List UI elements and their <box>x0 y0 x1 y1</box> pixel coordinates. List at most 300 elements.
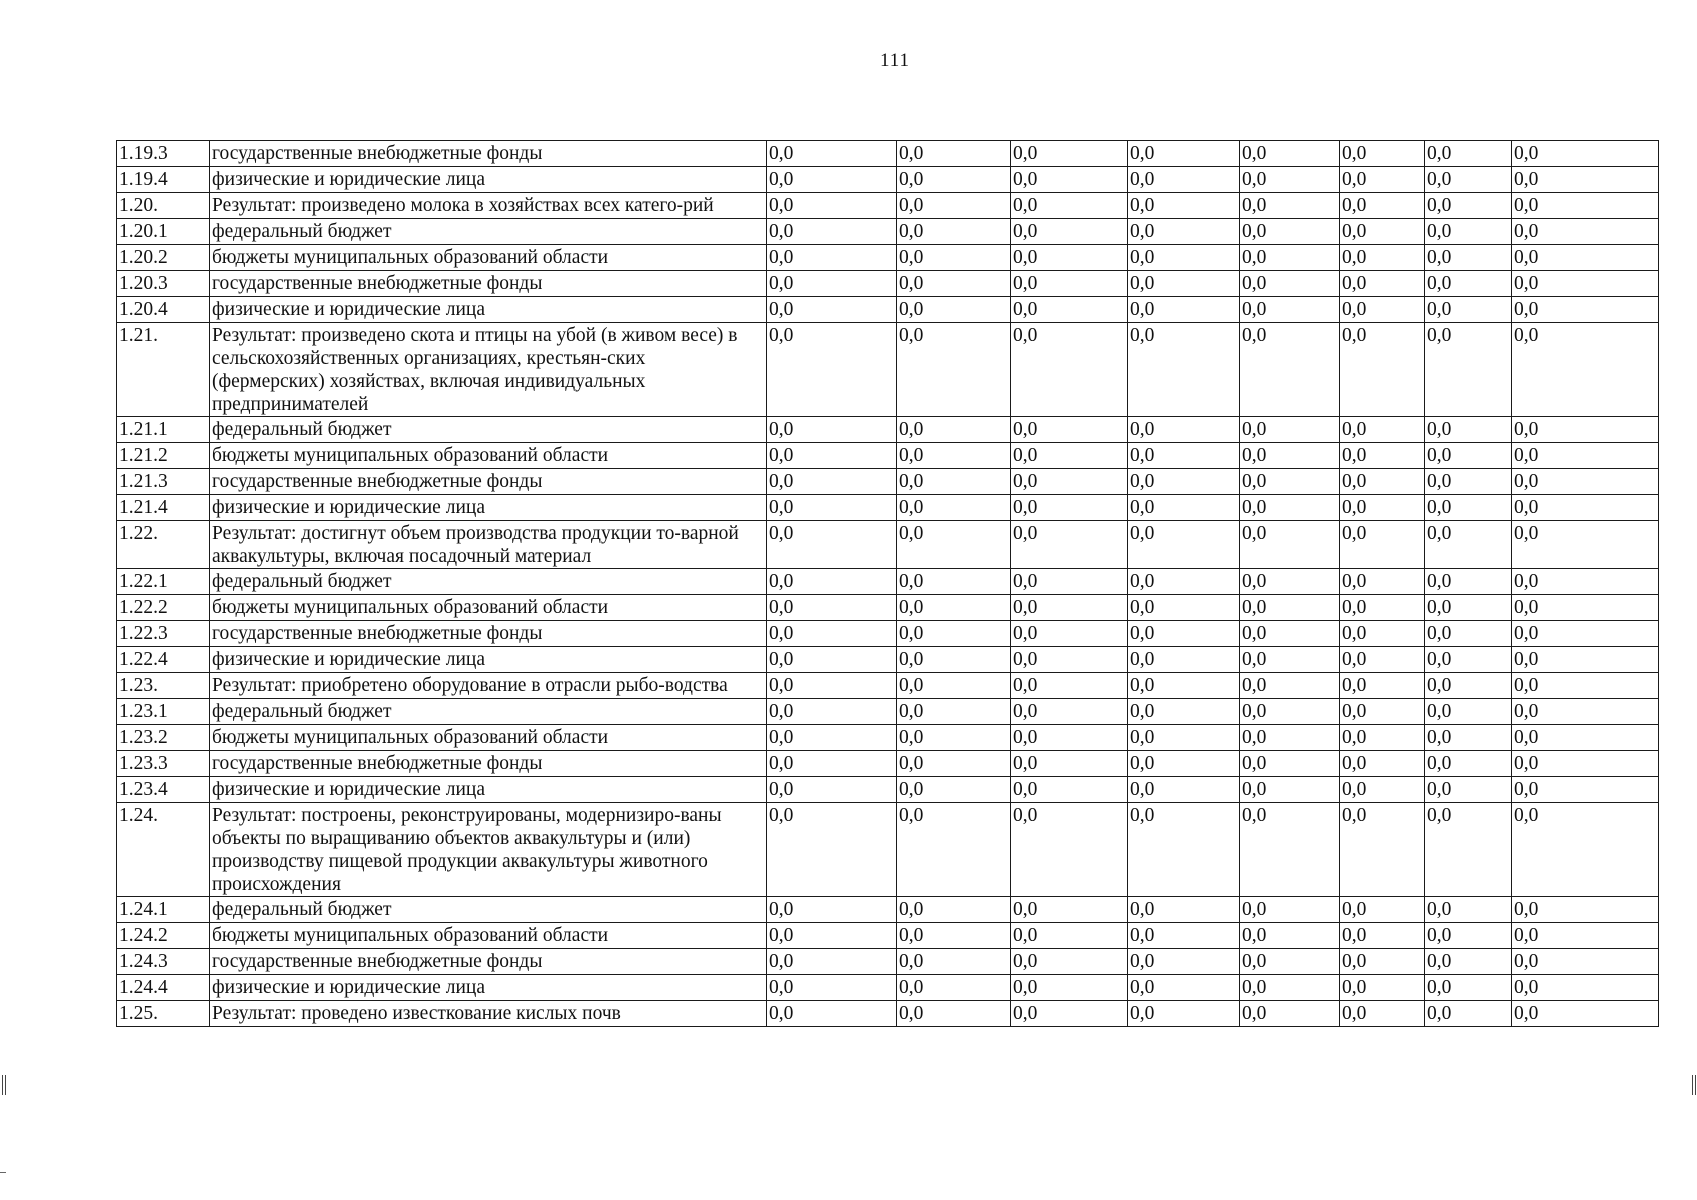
value-cell: 0,0 <box>1340 777 1425 803</box>
row-description: бюджеты муниципальных образований области <box>210 245 767 271</box>
value-cell: 0,0 <box>1512 271 1659 297</box>
value-cell: 0,0 <box>897 167 1011 193</box>
value-cell: 0,0 <box>897 949 1011 975</box>
value-cell: 0,0 <box>1425 725 1512 751</box>
value-cell: 0,0 <box>1340 245 1425 271</box>
value-cell: 0,0 <box>897 271 1011 297</box>
value-cell: 0,0 <box>1128 297 1240 323</box>
value-cell: 0,0 <box>1240 323 1340 417</box>
row-description: физические и юридические лица <box>210 495 767 521</box>
value-cell: 0,0 <box>1340 323 1425 417</box>
row-description: Результат: произведено молока в хозяйствах всех катего-рий <box>210 193 767 219</box>
value-cell: 0,0 <box>1128 495 1240 521</box>
row-code: 1.22.3 <box>117 621 210 647</box>
value-cell: 0,0 <box>1425 495 1512 521</box>
value-cell: 0,0 <box>897 219 1011 245</box>
value-cell: 0,0 <box>1128 699 1240 725</box>
value-cell: 0,0 <box>1240 803 1340 897</box>
table-row <box>117 897 1659 923</box>
value-cell: 0,0 <box>1240 245 1340 271</box>
value-cell: 0,0 <box>1011 897 1128 923</box>
row-code: 1.25. <box>117 1001 210 1027</box>
value-cell: 0,0 <box>1340 495 1425 521</box>
value-cell: 0,0 <box>1128 193 1240 219</box>
value-cell: 0,0 <box>897 1001 1011 1027</box>
value-cell: 0,0 <box>1240 469 1340 495</box>
value-cell: 0,0 <box>1512 323 1659 417</box>
value-cell: 0,0 <box>767 751 897 777</box>
value-cell: 0,0 <box>897 673 1011 699</box>
value-cell: 0,0 <box>767 469 897 495</box>
value-cell: 0,0 <box>1011 245 1128 271</box>
value-cell: 0,0 <box>767 777 897 803</box>
table-row <box>117 417 1659 443</box>
value-cell: 0,0 <box>1011 777 1128 803</box>
value-cell: 0,0 <box>1240 219 1340 245</box>
value-cell: 0,0 <box>767 271 897 297</box>
value-cell: 0,0 <box>1512 417 1659 443</box>
value-cell: 0,0 <box>1011 443 1128 469</box>
value-cell: 0,0 <box>1011 673 1128 699</box>
value-cell: 0,0 <box>1340 621 1425 647</box>
value-cell: 0,0 <box>1340 193 1425 219</box>
value-cell: 0,0 <box>1425 219 1512 245</box>
value-cell: 0,0 <box>1340 297 1425 323</box>
value-cell: 0,0 <box>1240 495 1340 521</box>
value-cell: 0,0 <box>1011 1001 1128 1027</box>
value-cell: 0,0 <box>1011 297 1128 323</box>
row-code: 1.21.4 <box>117 495 210 521</box>
value-cell: 0,0 <box>1240 569 1340 595</box>
value-cell: 0,0 <box>767 975 897 1001</box>
row-code: 1.19.3 <box>117 141 210 167</box>
value-cell: 0,0 <box>1512 621 1659 647</box>
value-cell: 0,0 <box>1240 141 1340 167</box>
value-cell: 0,0 <box>1240 297 1340 323</box>
value-cell: 0,0 <box>1240 699 1340 725</box>
value-cell: 0,0 <box>1011 271 1128 297</box>
page-number: 111 <box>879 50 911 71</box>
value-cell: 0,0 <box>1512 1001 1659 1027</box>
value-cell: 0,0 <box>1512 219 1659 245</box>
value-cell: 0,0 <box>1425 621 1512 647</box>
value-cell: 0,0 <box>897 647 1011 673</box>
value-cell: 0,0 <box>1240 1001 1340 1027</box>
value-cell: 0,0 <box>1340 521 1425 569</box>
row-description: федеральный бюджет <box>210 897 767 923</box>
value-cell: 0,0 <box>1425 699 1512 725</box>
value-cell: 0,0 <box>897 803 1011 897</box>
row-description: федеральный бюджет <box>210 699 767 725</box>
row-description: бюджеты муниципальных образований области <box>210 725 767 751</box>
value-cell: 0,0 <box>1340 673 1425 699</box>
value-cell: 0,0 <box>1340 569 1425 595</box>
value-cell: 0,0 <box>1425 521 1512 569</box>
row-description: бюджеты муниципальных образований области <box>210 923 767 949</box>
table-body <box>117 141 1659 1027</box>
table-row <box>117 495 1659 521</box>
value-cell: 0,0 <box>1340 803 1425 897</box>
value-cell: 0,0 <box>1240 595 1340 621</box>
row-description: государственные внебюджетные фонды <box>210 271 767 297</box>
value-cell: 0,0 <box>1011 621 1128 647</box>
value-cell: 0,0 <box>1512 897 1659 923</box>
value-cell: 0,0 <box>1011 521 1128 569</box>
table-row <box>117 725 1659 751</box>
value-cell: 0,0 <box>1011 647 1128 673</box>
value-cell: 0,0 <box>1240 949 1340 975</box>
left-edge-mark <box>2 1075 6 1095</box>
value-cell: 0,0 <box>1240 193 1340 219</box>
table-row <box>117 949 1659 975</box>
value-cell: 0,0 <box>897 923 1011 949</box>
row-code: 1.20.4 <box>117 297 210 323</box>
value-cell: 0,0 <box>897 141 1011 167</box>
table-row <box>117 647 1659 673</box>
value-cell: 0,0 <box>1240 751 1340 777</box>
row-description: Результат: проведено известкование кислых почв <box>210 1001 767 1027</box>
value-cell: 0,0 <box>1425 949 1512 975</box>
table-row <box>117 167 1659 193</box>
value-cell: 0,0 <box>1340 897 1425 923</box>
value-cell: 0,0 <box>1128 141 1240 167</box>
row-code: 1.24.4 <box>117 975 210 1001</box>
value-cell: 0,0 <box>1512 245 1659 271</box>
table-row <box>117 193 1659 219</box>
value-cell: 0,0 <box>897 323 1011 417</box>
row-description: Результат: приобретено оборудование в отрасли рыбо-водства <box>210 673 767 699</box>
row-description: государственные внебюджетные фонды <box>210 141 767 167</box>
value-cell: 0,0 <box>1512 777 1659 803</box>
row-description: федеральный бюджет <box>210 569 767 595</box>
table-row <box>117 699 1659 725</box>
value-cell: 0,0 <box>1512 469 1659 495</box>
table-row <box>117 673 1659 699</box>
value-cell: 0,0 <box>1128 1001 1240 1027</box>
value-cell: 0,0 <box>1011 569 1128 595</box>
value-cell: 0,0 <box>1425 297 1512 323</box>
value-cell: 0,0 <box>897 417 1011 443</box>
value-cell: 0,0 <box>767 949 897 975</box>
value-cell: 0,0 <box>1011 923 1128 949</box>
value-cell: 0,0 <box>1512 725 1659 751</box>
row-code: 1.21.2 <box>117 443 210 469</box>
value-cell: 0,0 <box>1128 975 1240 1001</box>
value-cell: 0,0 <box>1425 141 1512 167</box>
value-cell: 0,0 <box>1128 167 1240 193</box>
value-cell: 0,0 <box>1340 595 1425 621</box>
value-cell: 0,0 <box>1425 647 1512 673</box>
row-code: 1.23.2 <box>117 725 210 751</box>
value-cell: 0,0 <box>1011 193 1128 219</box>
value-cell: 0,0 <box>1240 443 1340 469</box>
value-cell: 0,0 <box>1512 443 1659 469</box>
value-cell: 0,0 <box>767 1001 897 1027</box>
value-cell: 0,0 <box>1011 141 1128 167</box>
value-cell: 0,0 <box>1512 949 1659 975</box>
row-code: 1.21. <box>117 323 210 417</box>
value-cell: 0,0 <box>897 975 1011 1001</box>
row-description: государственные внебюджетные фонды <box>210 949 767 975</box>
value-cell: 0,0 <box>1425 897 1512 923</box>
value-cell: 0,0 <box>1128 443 1240 469</box>
value-cell: 0,0 <box>767 673 897 699</box>
value-cell: 0,0 <box>1240 975 1340 1001</box>
row-code: 1.22.4 <box>117 647 210 673</box>
value-cell: 0,0 <box>1011 595 1128 621</box>
value-cell: 0,0 <box>1425 469 1512 495</box>
value-cell: 0,0 <box>1512 495 1659 521</box>
value-cell: 0,0 <box>1425 975 1512 1001</box>
table-row <box>117 323 1659 417</box>
value-cell: 0,0 <box>1340 647 1425 673</box>
value-cell: 0,0 <box>1011 469 1128 495</box>
table-row <box>117 297 1659 323</box>
value-cell: 0,0 <box>1512 569 1659 595</box>
value-cell: 0,0 <box>767 647 897 673</box>
value-cell: 0,0 <box>767 923 897 949</box>
value-cell: 0,0 <box>1340 699 1425 725</box>
value-cell: 0,0 <box>767 219 897 245</box>
value-cell: 0,0 <box>1011 975 1128 1001</box>
row-code: 1.21.3 <box>117 469 210 495</box>
table-row <box>117 469 1659 495</box>
value-cell: 0,0 <box>1340 167 1425 193</box>
value-cell: 0,0 <box>1425 245 1512 271</box>
value-cell: 0,0 <box>1128 245 1240 271</box>
value-cell: 0,0 <box>1425 803 1512 897</box>
row-code: 1.23.4 <box>117 777 210 803</box>
table-row <box>117 595 1659 621</box>
table-row <box>117 271 1659 297</box>
value-cell: 0,0 <box>897 725 1011 751</box>
table-row <box>117 569 1659 595</box>
value-cell: 0,0 <box>1340 949 1425 975</box>
value-cell: 0,0 <box>1425 417 1512 443</box>
value-cell: 0,0 <box>767 699 897 725</box>
right-edge-mark <box>1692 1075 1696 1095</box>
row-code: 1.22. <box>117 521 210 569</box>
table-row <box>117 1001 1659 1027</box>
value-cell: 0,0 <box>1425 1001 1512 1027</box>
value-cell: 0,0 <box>1425 271 1512 297</box>
table-row <box>117 803 1659 897</box>
value-cell: 0,0 <box>1128 803 1240 897</box>
value-cell: 0,0 <box>767 897 897 923</box>
value-cell: 0,0 <box>767 443 897 469</box>
row-code: 1.24.2 <box>117 923 210 949</box>
value-cell: 0,0 <box>1240 923 1340 949</box>
value-cell: 0,0 <box>1512 803 1659 897</box>
table-row <box>117 923 1659 949</box>
row-code: 1.23. <box>117 673 210 699</box>
value-cell: 0,0 <box>1425 167 1512 193</box>
value-cell: 0,0 <box>1128 219 1240 245</box>
value-cell: 0,0 <box>1240 521 1340 569</box>
value-cell: 0,0 <box>767 141 897 167</box>
row-description: физические и юридические лица <box>210 167 767 193</box>
value-cell: 0,0 <box>1128 521 1240 569</box>
table-row <box>117 443 1659 469</box>
value-cell: 0,0 <box>767 725 897 751</box>
value-cell: 0,0 <box>1425 923 1512 949</box>
value-cell: 0,0 <box>897 469 1011 495</box>
value-cell: 0,0 <box>1240 777 1340 803</box>
row-code: 1.22.2 <box>117 595 210 621</box>
row-code: 1.22.1 <box>117 569 210 595</box>
value-cell: 0,0 <box>1425 595 1512 621</box>
value-cell: 0,0 <box>1512 521 1659 569</box>
value-cell: 0,0 <box>1425 777 1512 803</box>
value-cell: 0,0 <box>1240 621 1340 647</box>
value-cell: 0,0 <box>1128 725 1240 751</box>
table-row <box>117 975 1659 1001</box>
value-cell: 0,0 <box>1011 725 1128 751</box>
value-cell: 0,0 <box>1512 297 1659 323</box>
row-description: федеральный бюджет <box>210 417 767 443</box>
value-cell: 0,0 <box>1340 443 1425 469</box>
value-cell: 0,0 <box>1340 417 1425 443</box>
value-cell: 0,0 <box>767 495 897 521</box>
value-cell: 0,0 <box>1425 323 1512 417</box>
table-row <box>117 621 1659 647</box>
value-cell: 0,0 <box>767 245 897 271</box>
value-cell: 0,0 <box>1240 673 1340 699</box>
row-code: 1.24.1 <box>117 897 210 923</box>
value-cell: 0,0 <box>1240 271 1340 297</box>
value-cell: 0,0 <box>1340 141 1425 167</box>
value-cell: 0,0 <box>897 443 1011 469</box>
value-cell: 0,0 <box>1011 495 1128 521</box>
value-cell: 0,0 <box>897 245 1011 271</box>
value-cell: 0,0 <box>1240 417 1340 443</box>
value-cell: 0,0 <box>1128 271 1240 297</box>
value-cell: 0,0 <box>1512 923 1659 949</box>
value-cell: 0,0 <box>767 569 897 595</box>
value-cell: 0,0 <box>1512 975 1659 1001</box>
value-cell: 0,0 <box>1512 751 1659 777</box>
row-code: 1.20.3 <box>117 271 210 297</box>
value-cell: 0,0 <box>1512 699 1659 725</box>
value-cell: 0,0 <box>1425 569 1512 595</box>
value-cell: 0,0 <box>897 521 1011 569</box>
row-description: физические и юридические лица <box>210 297 767 323</box>
value-cell: 0,0 <box>897 297 1011 323</box>
left-edge-tick <box>0 1172 6 1173</box>
table-row <box>117 245 1659 271</box>
value-cell: 0,0 <box>1512 595 1659 621</box>
row-code: 1.23.3 <box>117 751 210 777</box>
value-cell: 0,0 <box>1425 193 1512 219</box>
value-cell: 0,0 <box>1011 751 1128 777</box>
value-cell: 0,0 <box>1240 167 1340 193</box>
value-cell: 0,0 <box>897 595 1011 621</box>
value-cell: 0,0 <box>1340 975 1425 1001</box>
value-cell: 0,0 <box>1340 1001 1425 1027</box>
value-cell: 0,0 <box>1240 647 1340 673</box>
table-row <box>117 777 1659 803</box>
value-cell: 0,0 <box>1128 417 1240 443</box>
value-cell: 0,0 <box>767 621 897 647</box>
value-cell: 0,0 <box>767 323 897 417</box>
table-row <box>117 219 1659 245</box>
value-cell: 0,0 <box>1011 803 1128 897</box>
row-code: 1.20.1 <box>117 219 210 245</box>
value-cell: 0,0 <box>1425 673 1512 699</box>
value-cell: 0,0 <box>1128 897 1240 923</box>
value-cell: 0,0 <box>1512 167 1659 193</box>
row-code: 1.20. <box>117 193 210 219</box>
value-cell: 0,0 <box>1128 323 1240 417</box>
row-description: бюджеты муниципальных образований области <box>210 595 767 621</box>
value-cell: 0,0 <box>897 777 1011 803</box>
value-cell: 0,0 <box>1340 219 1425 245</box>
row-code: 1.24. <box>117 803 210 897</box>
value-cell: 0,0 <box>897 751 1011 777</box>
budget-table <box>116 140 1659 1027</box>
table-row <box>117 751 1659 777</box>
value-cell: 0,0 <box>1512 193 1659 219</box>
value-cell: 0,0 <box>1011 323 1128 417</box>
value-cell: 0,0 <box>1512 673 1659 699</box>
value-cell: 0,0 <box>767 297 897 323</box>
value-cell: 0,0 <box>1011 167 1128 193</box>
value-cell: 0,0 <box>767 193 897 219</box>
value-cell: 0,0 <box>1425 751 1512 777</box>
value-cell: 0,0 <box>1425 443 1512 469</box>
value-cell: 0,0 <box>1128 751 1240 777</box>
row-description: физические и юридические лица <box>210 975 767 1001</box>
row-description: федеральный бюджет <box>210 219 767 245</box>
value-cell: 0,0 <box>1128 569 1240 595</box>
value-cell: 0,0 <box>1011 219 1128 245</box>
row-code: 1.20.2 <box>117 245 210 271</box>
value-cell: 0,0 <box>767 167 897 193</box>
value-cell: 0,0 <box>1340 469 1425 495</box>
row-description: Результат: достигнут объем производства продукции то-варной аквакультуры, включая посадочный материал <box>210 521 767 569</box>
row-description: государственные внебюджетные фонды <box>210 469 767 495</box>
value-cell: 0,0 <box>767 521 897 569</box>
row-description: бюджеты муниципальных образований области <box>210 443 767 469</box>
table-row <box>117 141 1659 167</box>
value-cell: 0,0 <box>1512 647 1659 673</box>
value-cell: 0,0 <box>1128 647 1240 673</box>
row-description: физические и юридические лица <box>210 777 767 803</box>
row-description: государственные внебюджетные фонды <box>210 621 767 647</box>
row-code: 1.19.4 <box>117 167 210 193</box>
row-code: 1.23.1 <box>117 699 210 725</box>
value-cell: 0,0 <box>897 193 1011 219</box>
table-row <box>117 521 1659 569</box>
value-cell: 0,0 <box>1011 699 1128 725</box>
value-cell: 0,0 <box>767 595 897 621</box>
row-description: государственные внебюджетные фонды <box>210 751 767 777</box>
value-cell: 0,0 <box>1128 923 1240 949</box>
row-code: 1.24.3 <box>117 949 210 975</box>
value-cell: 0,0 <box>1128 469 1240 495</box>
value-cell: 0,0 <box>897 699 1011 725</box>
value-cell: 0,0 <box>1128 673 1240 699</box>
value-cell: 0,0 <box>897 897 1011 923</box>
value-cell: 0,0 <box>1128 777 1240 803</box>
value-cell: 0,0 <box>1340 751 1425 777</box>
value-cell: 0,0 <box>1512 141 1659 167</box>
value-cell: 0,0 <box>767 803 897 897</box>
value-cell: 0,0 <box>1011 417 1128 443</box>
value-cell: 0,0 <box>897 495 1011 521</box>
value-cell: 0,0 <box>1128 621 1240 647</box>
value-cell: 0,0 <box>897 621 1011 647</box>
